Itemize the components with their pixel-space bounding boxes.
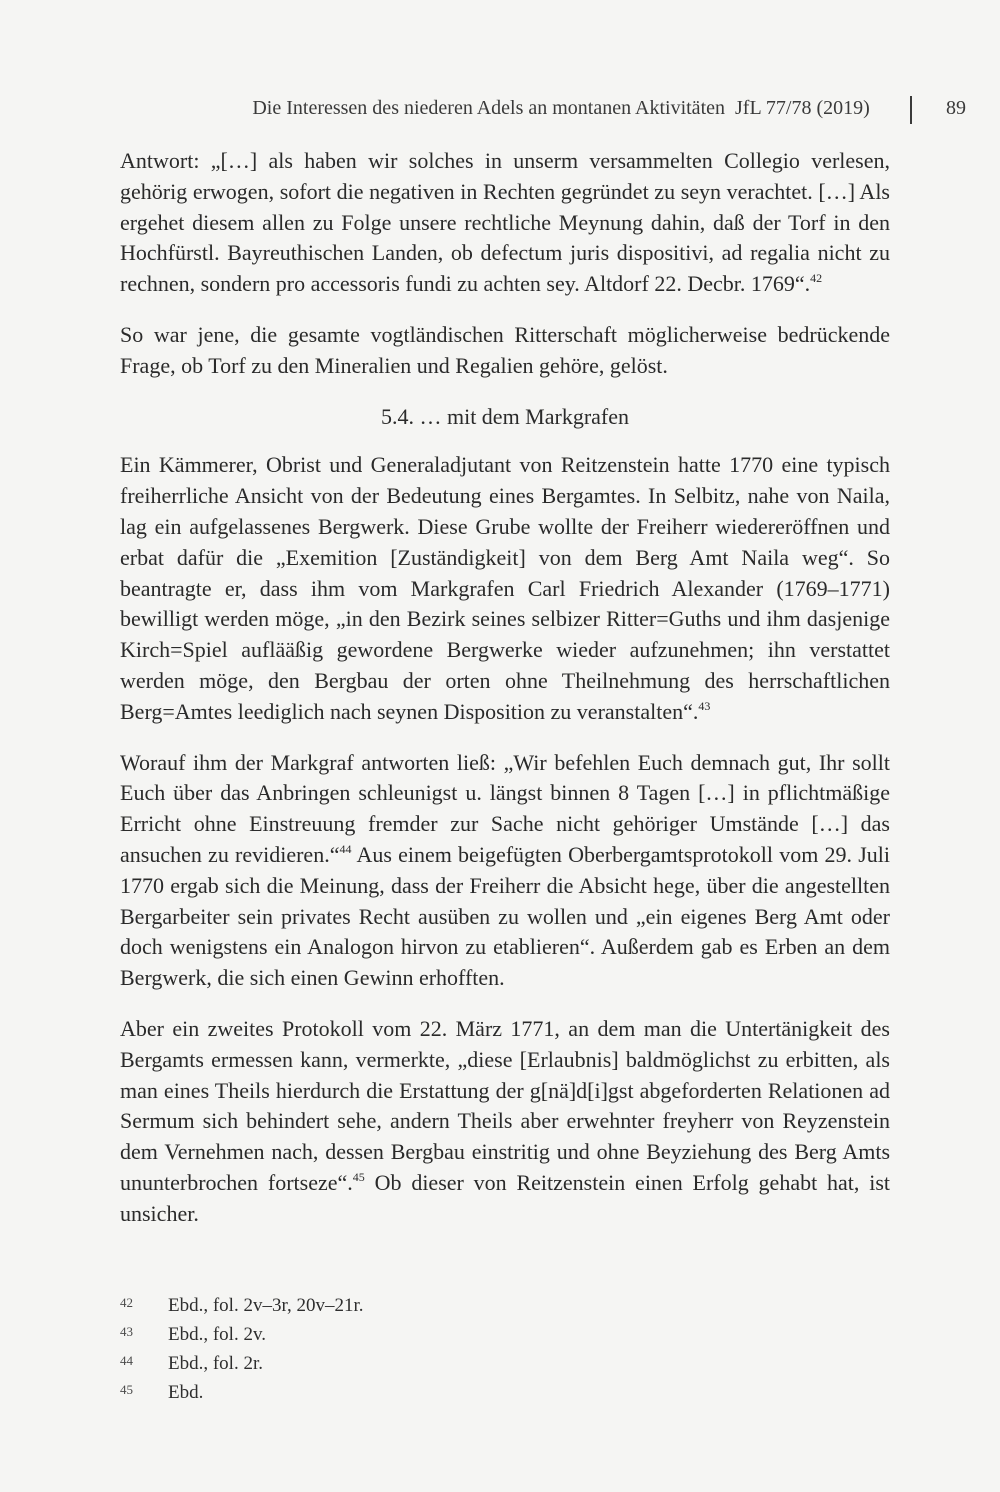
footnote-text: Ebd. (168, 1382, 204, 1403)
main-text (120, 146, 890, 1230)
footnote-number: 44 (120, 1353, 133, 1368)
footnote-ref-42: 42 (810, 271, 823, 286)
footnote-text: Ebd., fol. 2v–3r, 20v–21r. (168, 1295, 364, 1316)
section-heading: 5.4. … mit dem Markgrafen (380, 403, 630, 429)
paragraph-5-text-b: Ob dieser von Reitzenstein einen Erfolg gehabt hat, ist unsicher. (120, 1169, 891, 1226)
paragraph-4 (120, 748, 890, 994)
footnote-text: Ebd., fol. 2r. (168, 1353, 263, 1374)
footnote (120, 1293, 520, 1322)
footnotes (120, 1293, 520, 1409)
paragraph-1 (120, 146, 890, 300)
paragraph-4-text-a: Worauf ihm der Markgraf antworten ließ: „Wir befehlen Euch demnach gut, Ihr sollt Euch über das Anbringen schleunigst u. längst binnen 8 Tagen […] in pflichtmäßige Erricht ohne Einstreuung fremder zur Sache nicht gehöriger Umstände […] das ansuchen zu revidieren.“ (120, 749, 890, 867)
running-title: Die Interessen des niederen Adels an montanen Aktivitäten (252, 97, 725, 119)
paragraph-5 (120, 1014, 890, 1230)
page-number: 89 (946, 97, 966, 119)
footnote-number: 45 (120, 1382, 133, 1397)
footnote-ref-43: 43 (698, 698, 711, 713)
footnote (120, 1351, 520, 1380)
footnote-number: 43 (120, 1324, 133, 1339)
header-divider (910, 96, 912, 124)
paragraph-2 (120, 320, 890, 382)
paragraph-4-text-b: Aus einem beigefügten Oberbergamtsprotokoll vom 29. Juli 1770 ergab sich die Meinung, dass der Freiherr die Absicht hege, über die angestellten Bergarbeiter sein privates Recht ausüben zu wollen und „ein eigenes Berg Amt oder doch wenigstens ein Analogon hirvon zu etablieren“. Außerdem gab es Erben an dem Bergwerk, die sich einen Gewinn erhofften. (120, 841, 890, 991)
paragraph-3 (120, 450, 890, 727)
footnote (120, 1380, 520, 1409)
footnote (120, 1322, 520, 1351)
journal-citation: JfL 77/78 (2019) (735, 97, 870, 119)
paragraph-5-text-a: Aber ein zweites Protokoll vom 22. März 1771, an dem man die Untertänigkeit des Bergamts ermessen kann, vermerkte, „diese [Erlaubnis] baldmöglichst zu erbitten, als man eines Theils hierdurch die Erstattung der g[nä]d[i]gst abgeforderten Relationen ad Sermum sich behindert sehe, andern Theils aber erwehnter freyherr von Reyzenstein dem Vernehmen nach, dessen Bergbau einstritig und ohne Beyziehung des Berg Amts ununterbrochen fortseze“. (120, 1015, 890, 1195)
paragraph-1-text: Antwort: „[…] als haben wir solches in unserm versammelten Collegio verlesen, gehörig erwogen, sofort die negativen in Rechten gegründet zu seyn verachtet. […] Als ergehet diesem allen zu Folge unsere rechtliche Meynung dahin, daß der Torf in den Hochfürstl. Bayreuthischen Landen, ob defectum juris dispositivi, ad regalia nicht zu rechnen, sondern pro accessoris fundi zu achten sey. Altdorf 22. Decbr. 1769“. (120, 148, 890, 297)
running-header (0, 92, 1000, 124)
footnote-ref-44: 44 (339, 841, 352, 856)
footnote-text: Ebd., fol. 2v. (168, 1324, 266, 1345)
footnote-ref-45: 45 (352, 1169, 365, 1184)
paragraph-3-text: Ein Kämmerer, Obrist und Generaladjutant von Reitzenstein hatte 1770 eine typisch freiherrliche Ansicht von der Bedeutung eines Bergamtes. In Selbitz, nahe von Naila, lag ein aufgelassenes Bergwerk. Diese Grube wollte der Freiherr wiedereröffnen und erbat dafür die „Exemition [Zuständigkeit] von dem Berg Amt Naila weg“. So beantragte er, dass ihm vom Markgrafen Carl Friedrich Alexander (1769–1771) bewilligt werden möge, „in den Bezirk seines selbizer Ritter=Guths und ihm dasjenige Kirch=Spiel auflääßig gewordene Bergwerke wieder aufzunehmen; ihn verstattet werden möge, den Bergbau der orten ohne Theilnehmung des herrschaftlichen Berg=Amtes leediglich nach seynen Disposition zu veranstalten“. (120, 452, 890, 724)
paragraph-2-text: So war jene, die gesamte vogtländischen Ritterschaft möglicherweise bedrückende Frage, ob Torf zu den Mineralien und Regalien gehöre, gelöst. (120, 321, 890, 378)
footnote-number: 42 (120, 1295, 133, 1310)
